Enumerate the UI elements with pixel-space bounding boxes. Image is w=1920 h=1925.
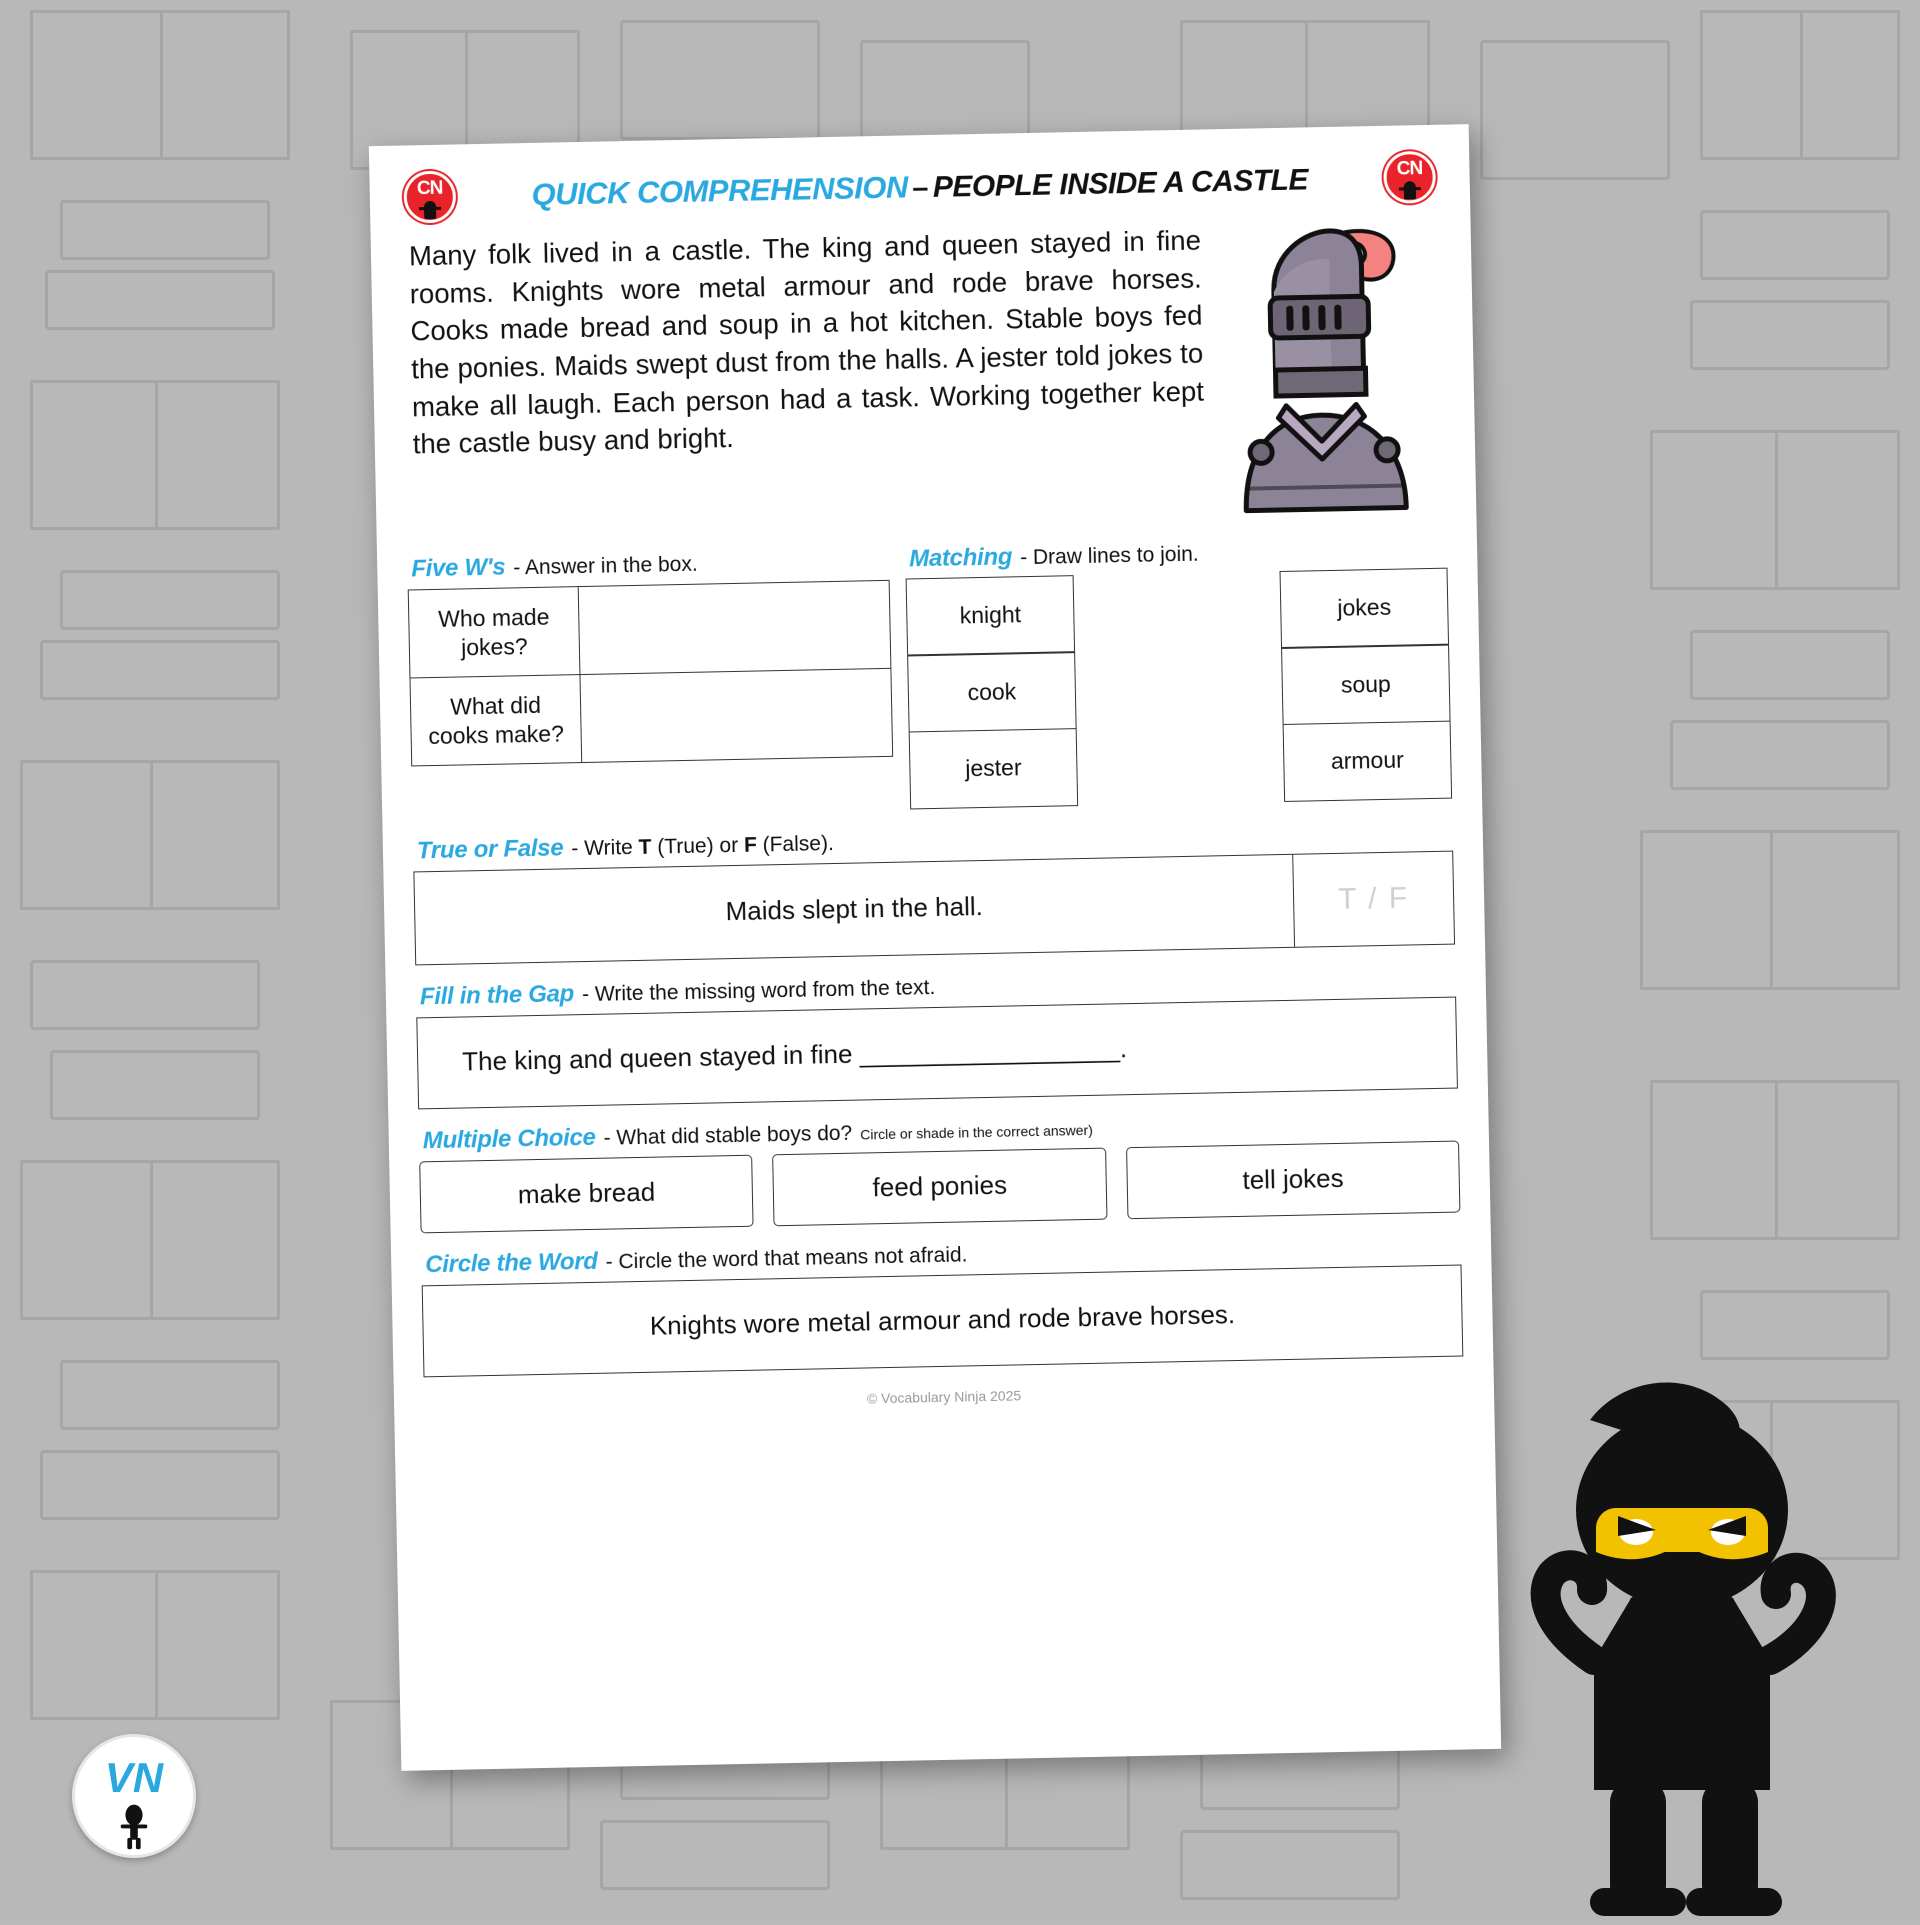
- five-ws-question-2: What did cooks make?: [410, 675, 582, 766]
- knight-helmet-icon: [1210, 217, 1446, 522]
- matching-desc: - Draw lines to join.: [1019, 542, 1199, 570]
- matching-left-item[interactable]: knight: [906, 575, 1076, 656]
- title-topic: PEOPLE INSIDE A CASTLE: [932, 163, 1309, 204]
- multiple-choice-options: [419, 1140, 1460, 1233]
- vocabulary-ninja-badge: [72, 1734, 196, 1858]
- fill-gap-desc: - Write the missing word from the text.: [581, 975, 936, 1006]
- multiple-choice-option[interactable]: tell jokes: [1126, 1140, 1461, 1219]
- multiple-choice-desc: - What did stable boys do?: [603, 1121, 853, 1150]
- worksheet-header: [399, 151, 1440, 230]
- matching-right-item[interactable]: jokes: [1280, 567, 1450, 648]
- circle-word-sentence: Knights wore metal armour and rode brave horses.: [649, 1299, 1236, 1341]
- five-ws-table: [408, 580, 893, 767]
- matching-area: [906, 569, 1452, 809]
- multiple-choice-note: Circle or shade in the correct answer): [860, 1121, 1093, 1143]
- matching-right-item[interactable]: soup: [1281, 644, 1451, 725]
- matching-right-item[interactable]: armour: [1283, 720, 1453, 801]
- matching-right-column: [1280, 569, 1453, 802]
- circle-word-sentence-box[interactable]: [422, 1264, 1464, 1377]
- ninja-mascot: [1470, 1360, 1910, 1920]
- section-heading-five-ws: [411, 546, 889, 584]
- circle-word-title: Circle the Word: [424, 1247, 598, 1278]
- svg-text:VN: VN: [104, 1754, 164, 1802]
- circle-word-desc: - Circle the word that means not afraid.: [605, 1242, 968, 1274]
- true-or-false-desc: - Write T (True) or F (False).: [571, 831, 835, 860]
- table-row: [410, 668, 893, 766]
- title-dash: –: [911, 171, 929, 205]
- true-or-false-title: True or False: [416, 833, 564, 864]
- true-or-false-answer-field[interactable]: T / F: [1292, 851, 1454, 946]
- matching-left-item[interactable]: jester: [909, 728, 1079, 809]
- fill-gap-sentence: The king and queen stayed in fine __________________.: [461, 1033, 1128, 1077]
- true-or-false-row: [413, 850, 1455, 965]
- comprehension-ninja-logo-left: CN: [403, 170, 456, 223]
- five-ws-title: Five W's: [411, 553, 506, 583]
- passage-text: Many folk lived in a castle. The king and queen stayed in fine rooms. Knights wore metal armour and rode brave horses. Cooks made bread and soup in a hot kitchen. Stable boys fed the ponies. Maids swept dust from the halls. A jester told jokes to make all laugh. Each person had a task. Working together kept the castle busy and bright.: [408, 224, 1205, 460]
- true-or-false-statement: Maids slept in the hall.: [725, 891, 984, 927]
- five-ws-question-1: Who made jokes?: [408, 587, 580, 678]
- five-ws-answer-2[interactable]: [580, 668, 893, 762]
- five-ws-answer-1[interactable]: [578, 580, 891, 674]
- matching-title: Matching: [908, 543, 1013, 573]
- multiple-choice-option[interactable]: make bread: [419, 1154, 754, 1233]
- multiple-choice-title: Multiple Choice: [422, 1123, 596, 1154]
- comprehension-ninja-logo-right: CN: [1383, 151, 1436, 204]
- fill-gap-sentence-box[interactable]: [416, 996, 1458, 1109]
- matching-left-item[interactable]: cook: [907, 651, 1077, 732]
- section-heading-matching: [909, 535, 1447, 574]
- copyright-footer: © Vocabulary Ninja 2025: [866, 1386, 1022, 1406]
- fill-gap-title: Fill in the Gap: [419, 979, 575, 1010]
- multiple-choice-option[interactable]: feed ponies: [772, 1147, 1107, 1226]
- table-row: [408, 580, 891, 678]
- worksheet-page: [369, 124, 1501, 1771]
- five-ws-desc: - Answer in the box.: [513, 552, 698, 580]
- matching-left-column: [906, 576, 1079, 809]
- page-title: [467, 160, 1372, 214]
- title-main: QUICK COMPREHENSION: [531, 169, 909, 212]
